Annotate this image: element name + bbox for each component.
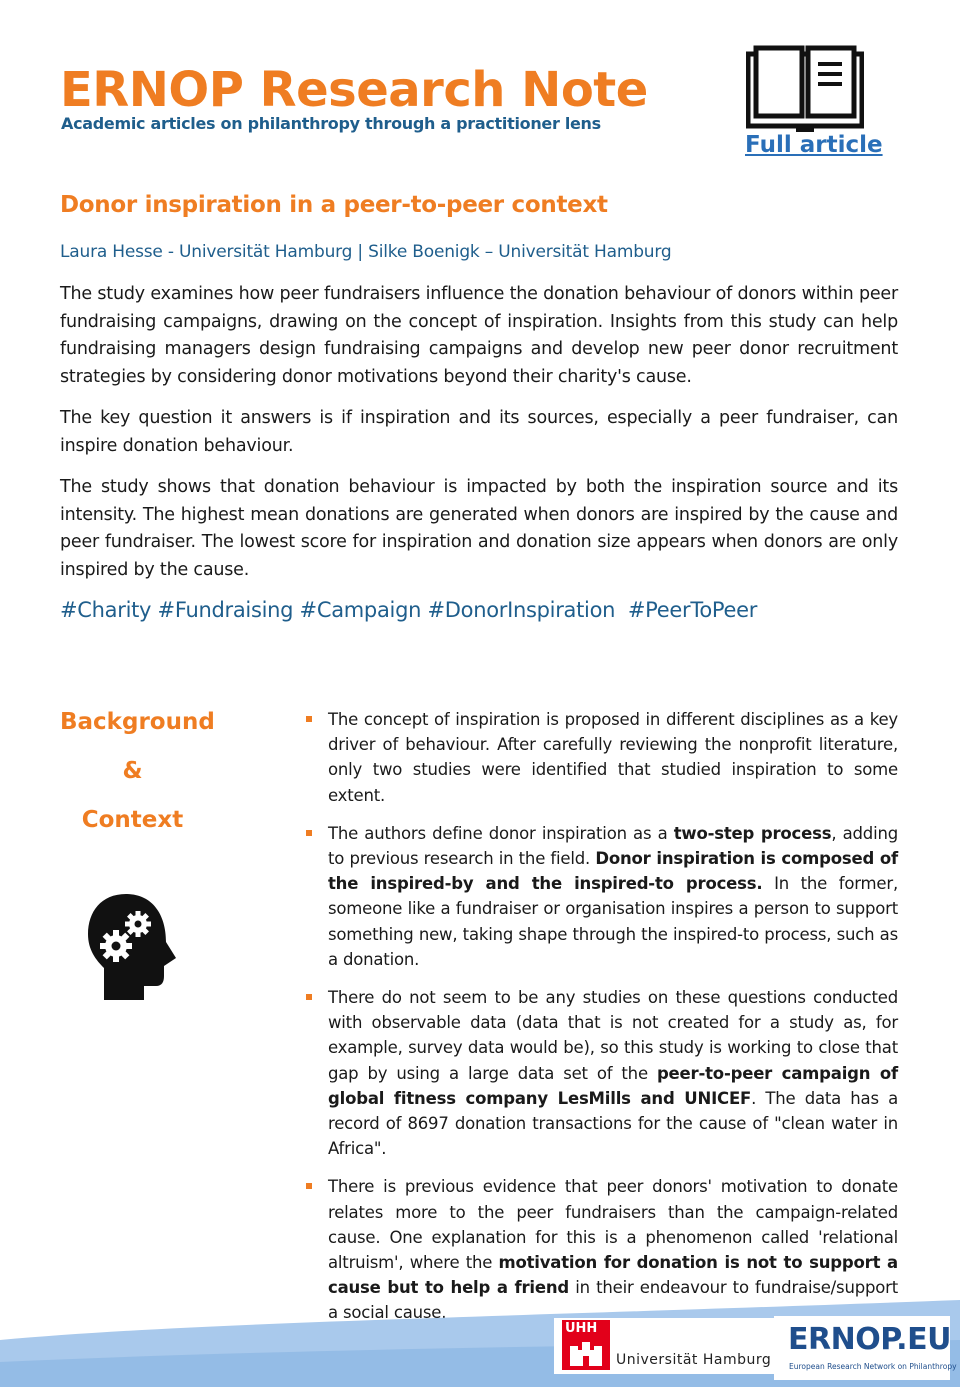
background-bullet <box>300 707 898 808</box>
background-bullet <box>300 821 898 972</box>
head-gears-icon <box>86 892 180 1002</box>
universitat-hamburg-logo <box>554 1318 774 1374</box>
bullet-emphasis: Donor inspiration is composed of the inspired-by and the inspired-to process. <box>328 849 898 894</box>
section-label-background: Background <box>60 709 215 735</box>
bullet-text: There is previous evidence that peer donors' motivation to donate relates more to the peer fundraisers than the campaign-related cause. One explanation for this is a phenomenon called 'relational altruism', where the <box>328 1177 898 1273</box>
findings-paragraph: The study shows that donation behaviour is impacted by both the inspiration source and its intensity. The highest mean donations are generated when donors are inspired by the cause and peer fundraiser. The lowest score for inspiration and donation size appears when donors are only inspired by the cause. <box>60 477 898 580</box>
bullet-emphasis: peer-to-peer campaign of global fitness company LesMills and UNICEF <box>328 1063 898 1108</box>
ernop-tagline: European Research Network on Philanthropy <box>789 1362 957 1371</box>
bullet-text: in their endeavour to fundraise/support a social cause. <box>328 1278 898 1323</box>
book-icon[interactable] <box>746 44 864 134</box>
bullet-text: The authors define donor inspiration as a <box>328 823 674 843</box>
bullet-text: . The data has a record of 8697 donation transactions for the cause of "clean water in Africa". <box>328 1088 899 1159</box>
bullet-emphasis: two-step process <box>673 823 832 843</box>
hashtags: #Charity #Fundraising #Campaign #DonorInspiration #PeerToPeer <box>60 598 758 622</box>
bullet-text: The concept of inspiration is proposed in different disciplines as a key driver of behaviour. After carefully reviewing the nonprofit literature, only two studies were identified that studied inspiration to some extent. <box>328 710 898 805</box>
page-subtitle: Academic articles on philanthropy through a practitioner lens <box>61 114 601 133</box>
background-bullet <box>300 985 898 1161</box>
hamburg-castle-icon <box>562 1320 610 1370</box>
uhh-emblem <box>562 1320 610 1370</box>
uhh-name: Universität Hamburg <box>616 1352 772 1368</box>
bullet-emphasis: motivation for donation is not to support a cause but to help a friend <box>328 1253 898 1298</box>
full-article-link[interactable]: Full article <box>745 132 883 158</box>
bullet-text: , adding to previous research in the field. <box>328 823 898 869</box>
bullet-text: There do not seem to be any studies on these questions conducted with observable data (data that is not created for a study as, for example, survey data would be), so this study is working to close that gap by using a large data set of the <box>328 988 898 1083</box>
background-bullet-list <box>300 707 898 1339</box>
article-heading: Donor inspiration in a peer-to-peer context <box>60 192 608 218</box>
section-label-context: Context <box>81 807 184 833</box>
key-question-paragraph: The key question it answers is if inspiration and its sources, especially a peer fundraiser, can inspire donation behaviour. <box>60 408 898 456</box>
summary-paragraph: The study examines how peer fundraisers influence the donation behaviour of donors within peer fundraising campaigns, drawing on the concept of inspiration. Insights from this study can help fundraising managers design fundraising campaigns and develop new peer donor recruitment strategies by considering donor motivations beyond their charity's cause. <box>60 284 898 387</box>
page-title: ERNOP Research Note <box>60 62 648 118</box>
ernop-wordmark: ERNOP.EU <box>788 1322 951 1357</box>
ernop-logo <box>774 1316 957 1380</box>
uhh-mark: UHH <box>565 1321 598 1336</box>
bullet-text: In the former, someone like a fundraiser or organisation inspires a person to support something new, taking shape through the inspired-to process, such as a donation. <box>328 874 898 969</box>
section-label-ampersand: & <box>122 758 143 784</box>
article-authors: Laura Hesse - Universität Hamburg | Silke Boenigk – Universität Hamburg <box>60 242 672 262</box>
